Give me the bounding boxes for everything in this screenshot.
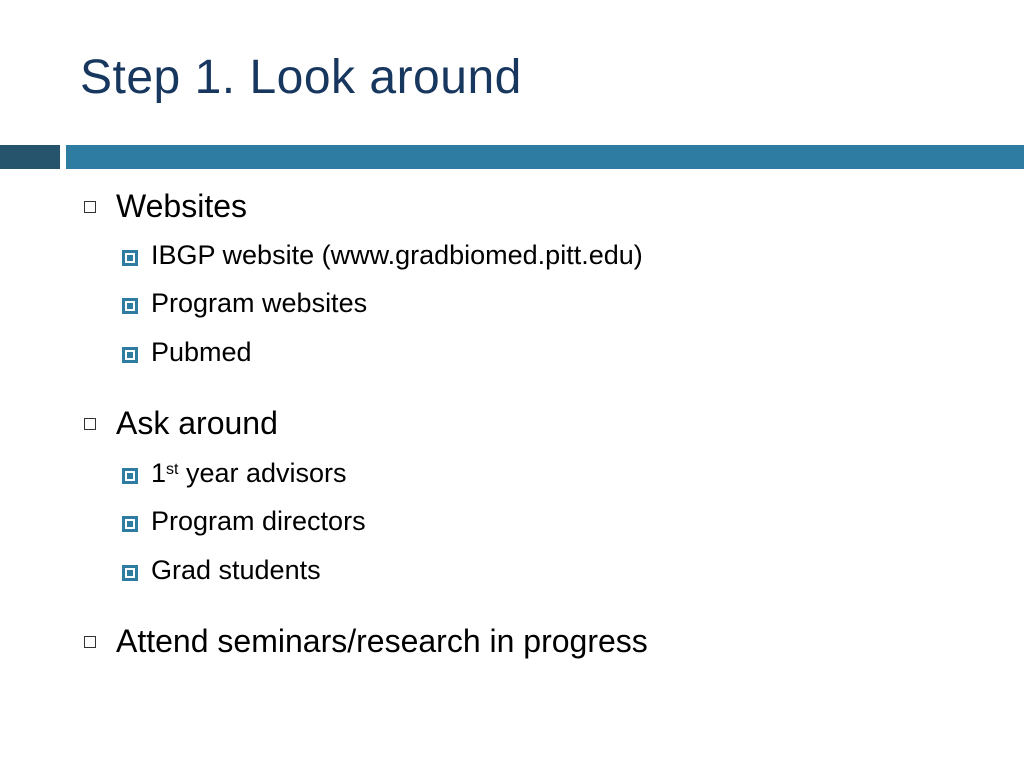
bullet-text: Attend seminars/research in progress [116,623,648,659]
subbullet-text: Program directors [151,506,366,536]
ordinal-suffix: st [166,461,179,478]
accent-bar [0,145,1024,169]
subbullet-text: IBGP website (www.gradbiomed.pitt.edu) [151,240,643,270]
slide-title: Step 1. Look around [80,51,522,104]
filled-square-bullet-icon [122,347,138,363]
filled-square-bullet-icon [122,468,138,484]
subbullet-text: Program websites [151,288,368,318]
hollow-square-bullet-icon [84,418,96,430]
subbullet-text: Grad students [151,555,321,585]
filled-square-bullet-icon [122,250,138,266]
hollow-square-bullet-icon [84,201,96,213]
subbullet-text-rest: year advisors [178,458,347,488]
ordinal-number: 1 [151,458,167,488]
filled-square-bullet-icon [122,516,138,532]
accent-bar-right [66,145,1024,169]
bullet-text: Ask around [116,405,278,441]
filled-square-bullet-icon [122,565,138,581]
subbullet-text [151,460,347,487]
accent-bar-left [0,145,60,169]
bullet-text: Websites [116,188,248,224]
filled-square-bullet-icon [122,298,138,314]
subbullet-text: Pubmed [151,337,252,367]
hollow-square-bullet-icon [84,636,96,648]
